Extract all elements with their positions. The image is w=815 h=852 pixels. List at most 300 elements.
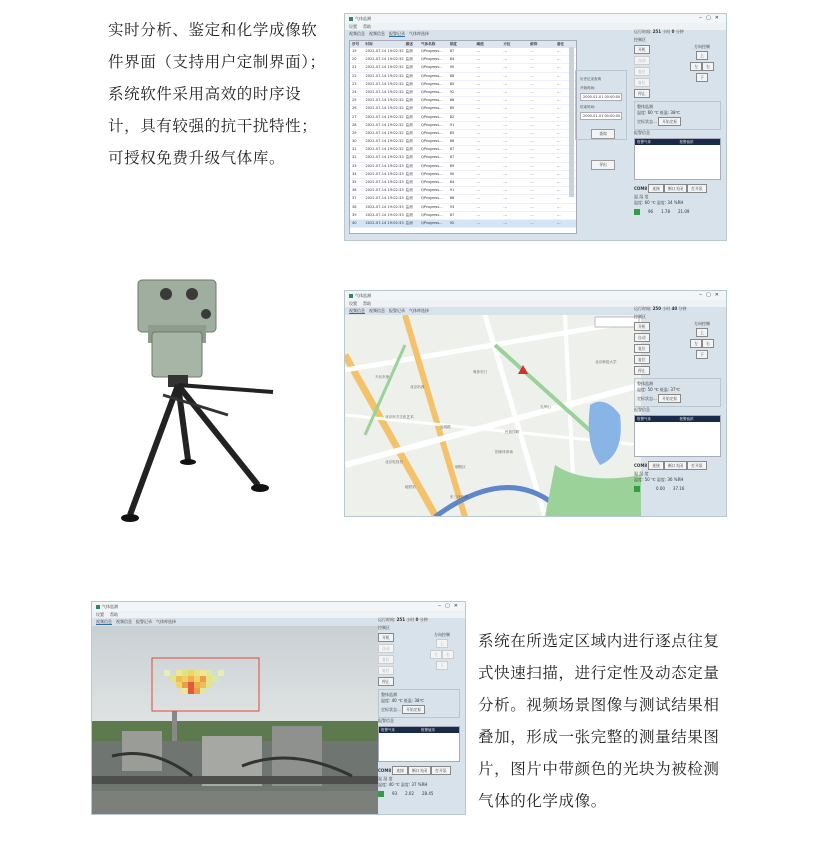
map-label: 光明路 <box>440 425 451 429</box>
calibrate-button[interactable]: 开始定标 <box>402 705 425 714</box>
table-cell: 26 <box>352 106 357 111</box>
tab-video[interactable]: 视频信息 <box>349 308 365 313</box>
dir-left-button[interactable]: 左 <box>690 339 702 348</box>
export-button[interactable]: 导出 <box>591 160 615 170</box>
tab-gas-library[interactable]: 气体库选择 <box>409 308 429 313</box>
description-top: 实时分析、鉴定和化学成像软件界面（支持用户定制界面）；系统软件采用高效的时序设计，具有较强的抗干扰特性；可授权免费升级气体库。 <box>108 21 326 167</box>
table-cell: 2022-07-14 19:02:32 <box>365 57 404 62</box>
table-row[interactable] <box>350 105 576 113</box>
menu-help[interactable]: 帮助 <box>110 612 118 617</box>
reset-button-2[interactable]: 复位 <box>378 666 394 675</box>
gas-heat-block <box>176 670 182 676</box>
table-cell: … <box>530 139 534 144</box>
dir-left-button[interactable]: 左 <box>430 650 442 659</box>
table-row[interactable] <box>350 204 576 212</box>
table-cell: … <box>530 147 534 152</box>
gas-heat-block <box>200 670 206 676</box>
auto-button[interactable]: 自动 <box>378 644 394 653</box>
table-cell: 24 <box>352 89 357 94</box>
table-cell: 32 <box>352 155 357 160</box>
connect-button[interactable]: 连接 <box>392 766 408 775</box>
table-row[interactable] <box>350 179 576 187</box>
gas-heat-block <box>182 688 188 694</box>
gas-heat-block <box>182 670 188 676</box>
table-cell: … <box>556 147 561 152</box>
reset-button[interactable]: 复位 <box>634 67 650 76</box>
table-cell: 90 <box>449 171 455 176</box>
table-cell: … <box>503 188 507 193</box>
table-cell: … <box>476 57 481 62</box>
monitor-group: 整体监测 温度: 50 ℃ 低温: 37℃ 定标状态... 开始定标 <box>634 378 721 407</box>
table-cell: QProgress... <box>420 65 443 70</box>
table-header <box>350 41 576 48</box>
status-indicator <box>634 209 640 215</box>
table-cell: 19 <box>352 49 357 53</box>
table-cell: … <box>503 139 507 144</box>
table-cell: … <box>476 114 481 119</box>
calibrate-button[interactable]: 开始定标 <box>658 394 681 403</box>
gas-heat-block <box>176 682 182 688</box>
table-cell: 监测 <box>405 98 413 103</box>
calibrate-button[interactable]: 开始定标 <box>658 117 681 126</box>
video-scene <box>92 626 378 815</box>
table-cell: 29 <box>352 130 357 135</box>
table-cell: 31 <box>352 147 357 152</box>
table-cell: … <box>476 163 481 168</box>
table-cell: 监测 <box>405 89 413 94</box>
table-cell: 87 <box>449 155 455 160</box>
table-cell: 2022-07-14 19:02:33 <box>365 220 404 225</box>
gas-heat-block <box>194 670 200 676</box>
dir-down-button[interactable]: 下 <box>436 661 448 670</box>
table-cell: … <box>530 204 534 209</box>
table-cell: QProgress... <box>420 73 443 78</box>
table-cell: … <box>530 212 534 217</box>
connect-button[interactable]: 连接 <box>648 184 664 193</box>
table-cell: … <box>556 220 561 225</box>
column-header[interactable]: 俯仰 <box>530 42 538 46</box>
app-icon <box>349 17 353 21</box>
table-row[interactable] <box>350 48 576 56</box>
table-cell: … <box>556 171 561 176</box>
table-cell: 2022-07-14 19:02:33 <box>365 204 404 209</box>
reset-button[interactable]: 复位 <box>378 655 394 664</box>
dir-right-button[interactable]: 右 <box>702 62 714 71</box>
table-cell: … <box>556 73 561 78</box>
tab-gas-library[interactable]: 气体库选择 <box>409 31 429 36</box>
table-cell: QProgress... <box>420 122 443 127</box>
table-row[interactable] <box>350 56 576 64</box>
alarm-list: 报警气体 报警值浓 <box>634 138 721 180</box>
table-row[interactable] <box>350 64 576 72</box>
stop-button[interactable]: 停止 <box>634 366 650 375</box>
table-cell: 92 <box>449 89 455 94</box>
tab-video-2[interactable]: 视频信息 <box>369 31 385 36</box>
table-cell: … <box>556 180 561 184</box>
table-cell: 22 <box>352 73 357 78</box>
tab-video[interactable]: 视频信息 <box>96 619 112 624</box>
tab-video-2[interactable]: 视频信息 <box>116 619 132 624</box>
dir-right-button[interactable]: 右 <box>702 339 714 348</box>
table-cell: 监测 <box>405 49 413 53</box>
reset-button[interactable]: 复位 <box>634 344 650 353</box>
table-cell: QProgress... <box>420 220 443 225</box>
table-cell: 86 <box>449 196 455 201</box>
table-cell: … <box>503 89 507 94</box>
window-controls[interactable]: ‒▢✕ <box>698 292 723 298</box>
table-cell: 监测 <box>405 114 413 119</box>
table-cell: … <box>530 220 534 225</box>
map-label: 奥体东门 <box>473 370 488 374</box>
table-cell: … <box>503 204 507 209</box>
table-cell: 2022-07-14 19:02:33 <box>365 212 404 217</box>
gas-heat-block <box>200 688 206 694</box>
gas-heat-block <box>200 676 206 682</box>
software-window-records <box>344 13 727 241</box>
table-cell: … <box>530 155 534 160</box>
table-cell: 2022-07-14 19:02:32 <box>365 130 404 135</box>
time-query-panel: 历史记录查询 开始时间: 2000-01-01 00:00:00 结束时间: 2000-01-01 00:00:00 <box>575 70 627 140</box>
query-button[interactable]: 查询 <box>591 129 615 139</box>
control-panel: 运行时间: 250 小时 40 分钟 控制区 开机 自动 复位 复位 停止 方向控制 上 左 右 下 整体监测 温度: 50 ℃ 低温: 37℃ 定标状态... 开始定标 报警信息 报警气体 报警值浓 COM8 连接 断口关闭 打开泵 温 湿 度 温度: 50 ℃ 湿度: 36 %RH 0.00 37.16 <box>634 305 721 492</box>
table-row[interactable] <box>350 171 576 179</box>
table-cell: 87 <box>449 147 455 152</box>
dir-down-button[interactable]: 下 <box>696 73 708 82</box>
table-cell: QProgress... <box>420 180 443 184</box>
table-cell: … <box>503 122 507 127</box>
table-row[interactable] <box>350 89 576 97</box>
gas-heat-block <box>218 670 224 676</box>
table-cell: 监测 <box>405 73 413 78</box>
table-cell: … <box>476 89 481 94</box>
window-controls[interactable]: ‒▢✕ <box>698 15 723 21</box>
tab-alarm-records[interactable]: 报警记录 <box>136 619 152 624</box>
stop-button[interactable]: 停止 <box>634 89 650 98</box>
map-label: 北京东方文化艺术 <box>385 415 414 419</box>
tab-alarm-records[interactable]: 报警记录 <box>389 31 405 36</box>
table-cell: QProgress... <box>420 49 443 53</box>
power-on-button[interactable]: 开机 <box>634 322 650 331</box>
table-cell: … <box>476 180 481 184</box>
table-cell: … <box>476 188 481 193</box>
table-cell: QProgress... <box>420 171 443 176</box>
gas-heat-block <box>176 676 182 682</box>
app-icon <box>349 294 353 298</box>
table-cell: … <box>503 130 507 135</box>
table-cell: 监测 <box>405 220 413 225</box>
table-cell: 2022-07-14 19:02:32 <box>365 114 404 119</box>
close-port-button[interactable]: 断口关闭 <box>408 766 431 775</box>
table-cell: … <box>530 171 534 176</box>
close-port-button[interactable]: 断口关闭 <box>664 461 687 470</box>
table-row[interactable] <box>350 73 576 81</box>
table-cell: … <box>530 188 534 193</box>
table-cell: 监测 <box>405 196 413 201</box>
gas-heat-block <box>194 676 200 682</box>
table-cell: … <box>556 130 561 135</box>
tab-video[interactable]: 视频信息 <box>349 31 365 36</box>
column-header[interactable]: 备注 <box>556 42 565 46</box>
title-bar: 气体监测 ‒▢✕ <box>345 291 726 300</box>
table-scrollbar[interactable] <box>569 47 574 197</box>
connect-button[interactable]: 连接 <box>648 461 664 470</box>
table-cell: … <box>503 155 507 160</box>
table-cell: … <box>476 106 481 111</box>
table-cell: … <box>556 122 561 127</box>
open-pump-button[interactable]: 打开泵 <box>687 461 706 470</box>
reset-button-2[interactable]: 复位 <box>634 355 650 364</box>
table-cell: 21 <box>352 65 357 70</box>
map-label: 民族园路 <box>505 430 520 434</box>
table-cell: 监测 <box>405 188 413 193</box>
open-pump-button[interactable]: 打开泵 <box>687 184 706 193</box>
table-row[interactable] <box>350 195 576 203</box>
table-cell: 2022-07-14 19:02:33 <box>365 171 404 176</box>
table-cell: … <box>503 114 507 119</box>
stop-button[interactable]: 停止 <box>378 677 394 686</box>
menu-settings[interactable]: 设置 <box>349 24 357 29</box>
column-header[interactable]: 气体名称 <box>420 42 436 46</box>
table-cell: … <box>556 65 561 70</box>
menu-settings[interactable]: 设置 <box>96 612 104 617</box>
table-cell: QProgress... <box>420 89 443 94</box>
table-cell: 2022-07-14 19:02:33 <box>365 163 404 168</box>
table-cell: QProgress... <box>420 147 443 152</box>
gas-heat-block <box>164 670 170 676</box>
gas-heat-block <box>194 688 200 694</box>
table-cell: 28 <box>352 122 357 127</box>
table-cell: 监测 <box>405 212 413 217</box>
end-time-field[interactable]: 2000-01-01 00:00:00 <box>580 112 622 120</box>
table-cell: 监测 <box>405 122 413 127</box>
table-cell: 93 <box>449 204 455 209</box>
table-cell: … <box>476 130 481 135</box>
table-cell: … <box>556 49 561 53</box>
table-cell: 2022-07-14 19:02:32 <box>365 106 404 111</box>
table-cell: 2022-07-14 19:02:32 <box>365 73 404 78</box>
table-row[interactable] <box>350 114 576 122</box>
table-cell: 34 <box>352 171 357 176</box>
table-cell: 40 <box>352 220 357 225</box>
table-cell: … <box>530 65 534 70</box>
window-controls[interactable]: ‒▢✕ <box>437 603 462 609</box>
dir-up-button[interactable]: 上 <box>436 639 448 648</box>
table-cell: 2022-07-14 19:02:33 <box>365 188 404 193</box>
software-window-map <box>344 290 727 517</box>
table-cell: … <box>503 106 507 111</box>
table-row[interactable] <box>350 97 576 105</box>
table-cell: … <box>503 180 507 184</box>
table-cell: 25 <box>352 98 357 103</box>
table-cell: … <box>503 65 507 70</box>
table-cell: 20 <box>352 57 357 62</box>
software-window-video <box>91 601 466 815</box>
table-cell: … <box>530 130 534 135</box>
table-cell: 监测 <box>405 106 413 111</box>
control-panel: 运行时间: 251 小时 0 分钟 控制区 开机 自动 复位 复位 停止 方向控制 上 左 右 下 整体监测 温度: 60 ℃ 低温: 38℃ 定标状态... 开始定标 报警信息 报警气体 报警值浓 COM8 连接 断口关闭 打开泵 温 湿 度 温度: 60 ℃ 湿度: 34 %RH 96 1.78 21.09 <box>634 28 721 215</box>
table-cell: … <box>530 98 534 103</box>
title-bar: 气体监测 ‒▢✕ <box>345 14 726 23</box>
table-cell: QProgress... <box>420 163 443 168</box>
table-cell: QProgress... <box>420 139 443 144</box>
table-cell: 91 <box>449 122 455 127</box>
table-cell: 87 <box>449 49 455 53</box>
column-header[interactable]: 浓度 <box>449 42 457 46</box>
table-cell: … <box>476 139 481 144</box>
dir-left-button[interactable]: 左 <box>690 62 702 71</box>
table-cell: 89 <box>449 163 455 168</box>
table-cell: 2022-07-14 19:02:32 <box>365 49 404 53</box>
table-cell: … <box>530 196 534 201</box>
table-cell: … <box>503 212 507 217</box>
menu-help[interactable]: 帮助 <box>363 301 371 306</box>
map-label: 朝阳区 <box>455 465 466 469</box>
table-cell: … <box>556 212 561 217</box>
table-cell: 30 <box>352 139 357 144</box>
gas-heat-block <box>188 670 194 676</box>
table-cell: 2022-07-14 19:02:32 <box>365 89 404 94</box>
table-cell: 监测 <box>405 163 413 168</box>
open-pump-button[interactable]: 打开泵 <box>431 766 450 775</box>
column-header[interactable]: 序号 <box>352 42 360 46</box>
tab-alarm-records[interactable]: 报警记录 <box>389 308 405 313</box>
table-cell: … <box>476 171 481 176</box>
table-cell: … <box>503 73 507 78</box>
power-on-button[interactable]: 开机 <box>378 633 394 642</box>
table-cell: 监测 <box>405 139 413 144</box>
gas-heat-block <box>188 688 194 694</box>
table-cell: QProgress... <box>420 212 443 217</box>
table-cell: … <box>556 163 561 168</box>
start-time-field[interactable]: 2000-01-01 00:00:00 <box>580 93 622 101</box>
dir-right-button[interactable]: 右 <box>442 650 454 659</box>
records-table <box>349 40 577 234</box>
table-cell: … <box>530 106 534 111</box>
table-cell: 监测 <box>405 130 413 135</box>
table-cell: QProgress... <box>420 188 443 193</box>
table-row[interactable] <box>350 130 576 138</box>
reset-button-2[interactable]: 复位 <box>634 78 650 87</box>
gas-heat-block <box>182 682 188 688</box>
auto-button[interactable]: 自动 <box>634 56 650 65</box>
table-row[interactable] <box>350 122 576 130</box>
table-cell: … <box>476 155 481 160</box>
table-cell: … <box>530 49 534 53</box>
table-cell: … <box>556 98 561 103</box>
table-cell: 87 <box>449 212 455 217</box>
table-cell: 35 <box>352 180 357 184</box>
table-cell: QProgress... <box>420 204 443 209</box>
tab-video-2[interactable]: 视频信息 <box>369 308 385 313</box>
column-header[interactable]: 阈值 <box>476 42 484 46</box>
table-cell: 监测 <box>405 204 413 209</box>
menu-settings[interactable]: 设置 <box>349 301 357 306</box>
table-cell: QProgress... <box>420 106 443 111</box>
column-header[interactable]: 时间 <box>365 42 373 46</box>
table-cell: … <box>556 196 561 201</box>
column-header[interactable]: 方位 <box>503 42 511 46</box>
table-cell: … <box>556 188 561 193</box>
table-row[interactable] <box>350 187 576 195</box>
table-row[interactable] <box>350 220 576 228</box>
column-header[interactable]: 描述 <box>405 42 413 46</box>
table-row[interactable] <box>350 163 576 171</box>
monitor-group: 整体监测 温度: 60 ℃ 低温: 38℃ 定标状态... 开始定标 <box>634 101 721 130</box>
menu-help[interactable]: 帮助 <box>363 24 371 29</box>
table-row[interactable] <box>350 138 576 146</box>
table-row[interactable] <box>350 81 576 89</box>
table-cell: … <box>556 57 561 62</box>
table-cell: 23 <box>352 81 357 86</box>
table-cell: 2022-07-14 19:02:32 <box>365 147 404 152</box>
table-cell: 监测 <box>405 81 413 86</box>
auto-button[interactable]: 自动 <box>634 333 650 342</box>
table-cell: 86 <box>449 98 455 103</box>
table-cell: 91 <box>449 188 455 193</box>
table-cell: 2022-07-14 19:02:32 <box>365 65 404 70</box>
table-cell: … <box>476 49 481 53</box>
table-cell: … <box>503 49 507 53</box>
table-cell: 监测 <box>405 171 413 176</box>
table-cell: … <box>530 81 534 86</box>
dir-up-button[interactable]: 上 <box>696 51 708 60</box>
table-cell: … <box>556 89 561 94</box>
gas-heat-block <box>188 682 194 688</box>
table-cell: … <box>476 98 481 103</box>
table-cell: 监测 <box>405 147 413 152</box>
tripod-device-image <box>108 270 288 540</box>
title-bar: 气体监测 ‒▢✕ <box>92 602 465 611</box>
table-cell: … <box>503 163 507 168</box>
tab-gas-library[interactable]: 气体库选择 <box>156 619 176 624</box>
gas-heat-block <box>206 670 212 676</box>
table-row[interactable] <box>350 154 576 162</box>
table-cell: 85 <box>449 130 455 135</box>
table-cell: … <box>556 81 561 86</box>
table-cell: … <box>476 204 481 209</box>
map-label: 国家体育场 <box>495 450 513 454</box>
alarm-list: 报警气体 报警值浓 <box>378 726 460 762</box>
table-cell: … <box>530 114 534 119</box>
gas-heat-block <box>200 682 206 688</box>
table-cell: 84 <box>449 180 455 184</box>
close-port-button[interactable]: 断口关闭 <box>664 184 687 193</box>
table-cell: 27 <box>352 114 357 119</box>
alarm-list: 报警气体 报警值浓 <box>634 415 721 457</box>
description-bottom: 系统在所选定区域内进行逐点往复式快速扫描，进行定性及动态定量分析。视频场景图像与测试结果相叠加，形成一张完整的测量结果图片，图片中带颜色的光块为被检测气体的化学成像。 <box>478 632 720 810</box>
table-row[interactable] <box>350 212 576 220</box>
table-cell: … <box>530 73 534 78</box>
table-cell: … <box>556 155 561 160</box>
table-row[interactable] <box>350 146 576 154</box>
map-label: 北京站西 <box>410 385 425 389</box>
table-cell: … <box>503 147 507 152</box>
table-cell: … <box>476 147 481 152</box>
map-label: 北京师范大学 <box>595 360 617 364</box>
table-cell: 86 <box>449 139 455 144</box>
dir-down-button[interactable]: 下 <box>696 350 708 359</box>
table-cell: 2022-07-14 19:02:32 <box>365 139 404 144</box>
table-cell: 2022-07-14 19:02:33 <box>365 180 404 184</box>
gas-heat-block <box>194 682 200 688</box>
dir-up-button[interactable]: 上 <box>696 328 708 337</box>
status-indicator <box>634 486 640 492</box>
gas-heat-block <box>188 676 194 682</box>
power-on-button[interactable]: 开机 <box>634 45 650 54</box>
table-cell: QProgress... <box>420 57 443 62</box>
table-cell: … <box>503 196 507 201</box>
table-cell: QProgress... <box>420 98 443 103</box>
